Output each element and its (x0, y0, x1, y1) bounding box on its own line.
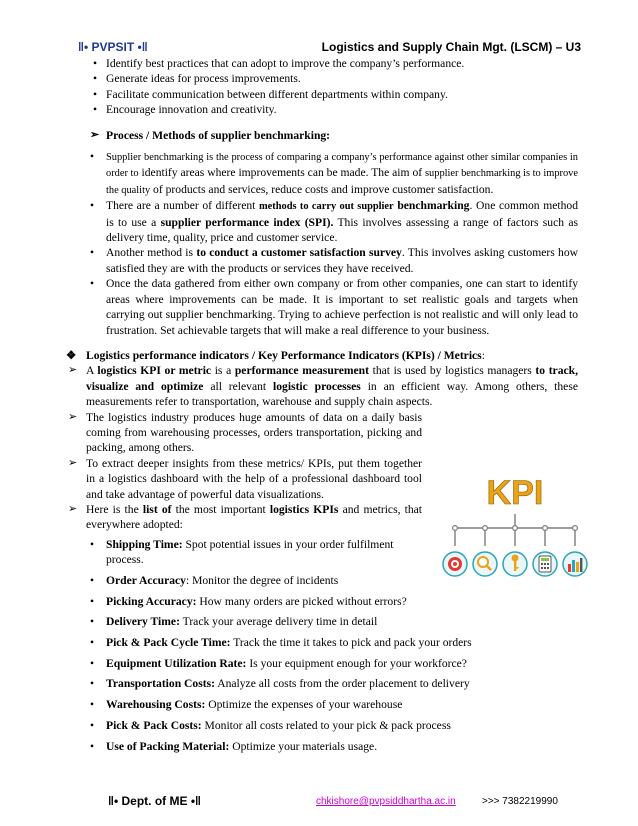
arrow-bullet-icon: ➢ (68, 456, 78, 469)
diamond-bullet-icon: ❖ (66, 348, 77, 362)
kpi-section-heading: ❖ Logistics performance indicators / Key Performance Indicators (KPIs) / Metrics: (66, 348, 485, 362)
list-item: • Facilitate communication between different departments within company. (93, 87, 448, 101)
list-item: • Another method is to conduct a customer satisfaction survey. This involves asking customers how satisfied they are with the products or services they have received. (90, 246, 579, 275)
kpi-illustration (440, 470, 590, 590)
list-item: • Identify best practices that can adopt to improve the company’s performance. (93, 57, 465, 70)
footer-department: ‖• Dept. of ME •‖ (108, 794, 202, 808)
list-item: • Encourage innovation and creativity. (93, 103, 277, 117)
process-heading: ➢ Process / Methods of supplier benchmarking: (90, 128, 331, 142)
list-item: • Supplier benchmarking is the process of comparing a company’s performance against other similar companies in order to identify areas where improvements can be made. The aim of supplier benchmarking is to improve the quality of products and services, reduce costs and improve customer satisfaction. (90, 150, 578, 196)
magnifier-icon (473, 552, 497, 576)
kpi-list-item: • Transportation Costs: Analyze all costs from the order placement to delivery (90, 677, 470, 691)
target-icon (443, 552, 467, 576)
arrow-bullet-icon: ➢ (68, 502, 78, 515)
page-content (0, 56, 638, 759)
footer-phone: >>> 7382219990 (482, 796, 558, 807)
list-item: • Generate ideas for process improvements. (93, 72, 301, 86)
footer-email-link[interactable]: chkishore@pvpsiddhartha.ac.in (316, 796, 456, 807)
kpi-list-item: • Picking Accuracy: How many orders are picked without errors? (90, 594, 407, 608)
kpi-list-item: • Pick & Pack Costs: Monitor all costs related to your pick & pack process (90, 718, 451, 732)
list-item: • There are a number of different methods to carry out supplier benchmarking. One common method is to use a supplier performance index (SPI). This involves assessing a range of factors such as delivery time, quality, price and customer service. (90, 199, 579, 245)
kpi-list-item: • Shipping Time: Spot potential issues in your order fulfilment process. (90, 537, 394, 567)
kpi-list-item: • Use of Packing Material: Optimize your materials usage. (90, 739, 378, 753)
arrow-bullet-icon: ➢ (90, 128, 100, 141)
list-item: ➢ The logistics industry produces huge amounts of data on a daily basis coming from warehousing processes, orders transportation, picking and packing, among others. (68, 410, 422, 455)
arrow-bullet-icon: ➢ (68, 364, 78, 377)
kpi-list-item: • Equipment Utilization Rate: Is your equipment enough for your workforce? (90, 656, 467, 670)
list-item: ➢ Here is the list of the most important logistics KPIs and metrics, that everywhere adopted: (68, 502, 423, 532)
header-title: Logistics and Supply Chain Mgt. (LSCM) – U3 (321, 40, 581, 54)
list-item: ➢ A logistics KPI or metric is a performance measurement that is used by logistics managers to track, visualize and optimize all relevant logistic processes in an efficient way. Among others, these measurements refer to transportation, warehouse and supply chain aspects. (68, 364, 578, 409)
kpi-list-item: • Order Accuracy: Monitor the degree of incidents (90, 573, 339, 587)
list-item: • Once the data gathered from either own company or from other companies, one can start to identify areas where improvements can be made. It is important to set realistic goals and targets when carrying out supplier benchmarking. Trying to achieve perfection is not realistic and will only lead to frustration. Set achievable targets that will make a real difference to your business. (90, 277, 578, 337)
kpi-list-item: • Warehousing Costs: Optimize the expenses of your warehouse (90, 698, 403, 712)
kpi-list-item: • Pick & Pack Cycle Time: Track the time it takes to pick and pack your orders (90, 636, 472, 649)
arrow-bullet-icon: ➢ (68, 410, 78, 423)
kpi-logo-text: KPI (486, 474, 544, 512)
kpi-list-item: • Delivery Time: Track your average delivery time in detail (90, 615, 378, 629)
bar-chart-icon (563, 552, 587, 576)
key-icon (503, 552, 527, 576)
calculator-icon (533, 552, 557, 576)
list-item: ➢ To extract deeper insights from these metrics/ KPIs, put them together in a logistics dashboard with the help of a professional dashboard tool and take advantage of powerful data visualizations. (68, 456, 422, 501)
header-left: ‖• PVPSIT •‖ (78, 40, 148, 54)
